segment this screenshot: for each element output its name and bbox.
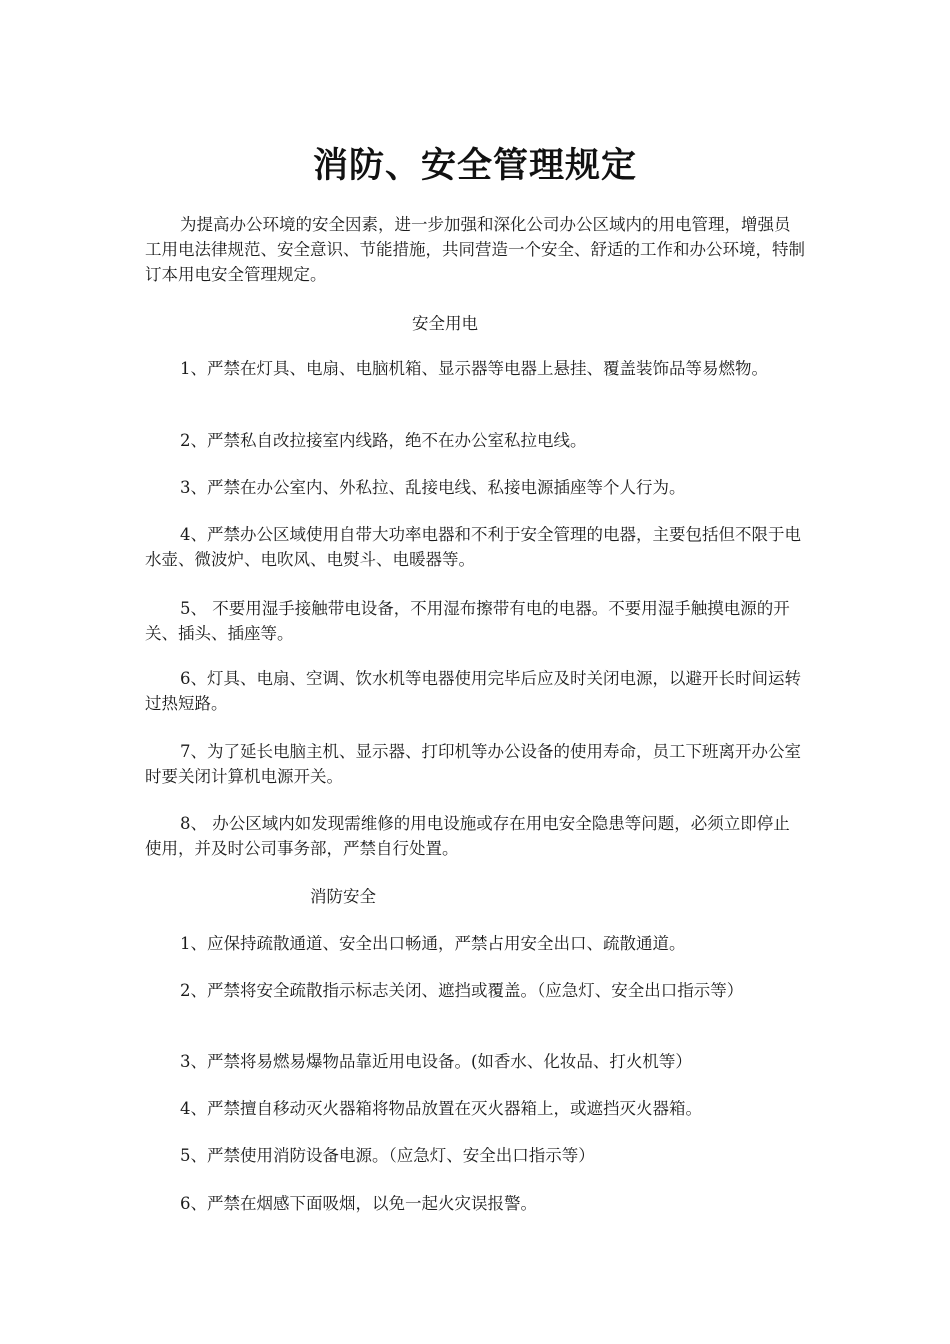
fire-rule-4: 4、严禁擅自移动灭火器箱将物品放置在灭火器箱上，或遮挡灭火器箱。 bbox=[180, 1099, 702, 1118]
document-title: 消防、安全管理规定 bbox=[312, 146, 637, 186]
section-heading-electric-safety: 安全用电 bbox=[412, 314, 478, 333]
fire-rule-3: 3、严禁将易燃易爆物品靠近用电设备。(如香水、化妆品、打火机等） bbox=[180, 1052, 692, 1071]
electric-rule-4: 4、严禁办公区域使用自带大功率电器和不利于安全管理的电器，主要包括但不限于电水壶、微波炉、电吹风、电熨斗、电暖器等。 bbox=[145, 525, 801, 569]
section-heading-fire-safety: 消防安全 bbox=[310, 887, 376, 906]
electric-rule-7: 7、为了延长电脑主机、显示器、打印机等办公设备的使用寿命，员工下班离开办公室时要关闭计算机电源开关。 bbox=[145, 742, 801, 786]
fire-rule-5: 5、严禁使用消防设备电源。（应急灯、安全出口指示等） bbox=[180, 1146, 595, 1165]
fire-rule-2: 2、严禁将安全疏散指示标志关闭、遮挡或覆盖。（应急灯、安全出口指示等） bbox=[180, 981, 744, 1000]
electric-rule-5: 5、 不要用湿手接触带电设备，不用湿布擦带有电的电器。不要用湿手触摸电源的开关、插头、插座等。 bbox=[145, 599, 790, 643]
electric-rule-8: 8、 办公区域内如发现需维修的用电设施或存在用电安全隐患等问题，必须立即停止使用，并及时公司事务部，严禁自行处置。 bbox=[145, 814, 790, 858]
fire-rule-1: 1、应保持疏散通道、安全出口畅通，严禁占用安全出口、疏散通道。 bbox=[180, 934, 686, 953]
fire-rule-6: 6、严禁在烟感下面吸烟，以免一起火灾误报警。 bbox=[180, 1194, 537, 1213]
intro-paragraph: 为提高办公环境的安全因素，进一步加强和深化公司办公区域内的用电管理，增强员工用电法律规范、安全意识、节能措施，共同营造一个安全、舒适的工作和办公环境，特制订本用电安全管理规定。 bbox=[145, 215, 805, 284]
electric-rule-6: 6、灯具、电扇、空调、饮水机等电器使用完毕后应及时关闭电源，以避开长时间运转过热短路。 bbox=[145, 669, 801, 713]
electric-rule-3: 3、严禁在办公室内、外私拉、乱接电线、私接电源插座等个人行为。 bbox=[180, 478, 686, 497]
electric-rule-1: 1、严禁在灯具、电扇、电脑机箱、显示器等电器上悬挂、覆盖装饰品等易燃物。 bbox=[180, 359, 768, 378]
electric-rule-2: 2、严禁私自改拉接室内线路，绝不在办公室私拉电线。 bbox=[180, 431, 587, 450]
